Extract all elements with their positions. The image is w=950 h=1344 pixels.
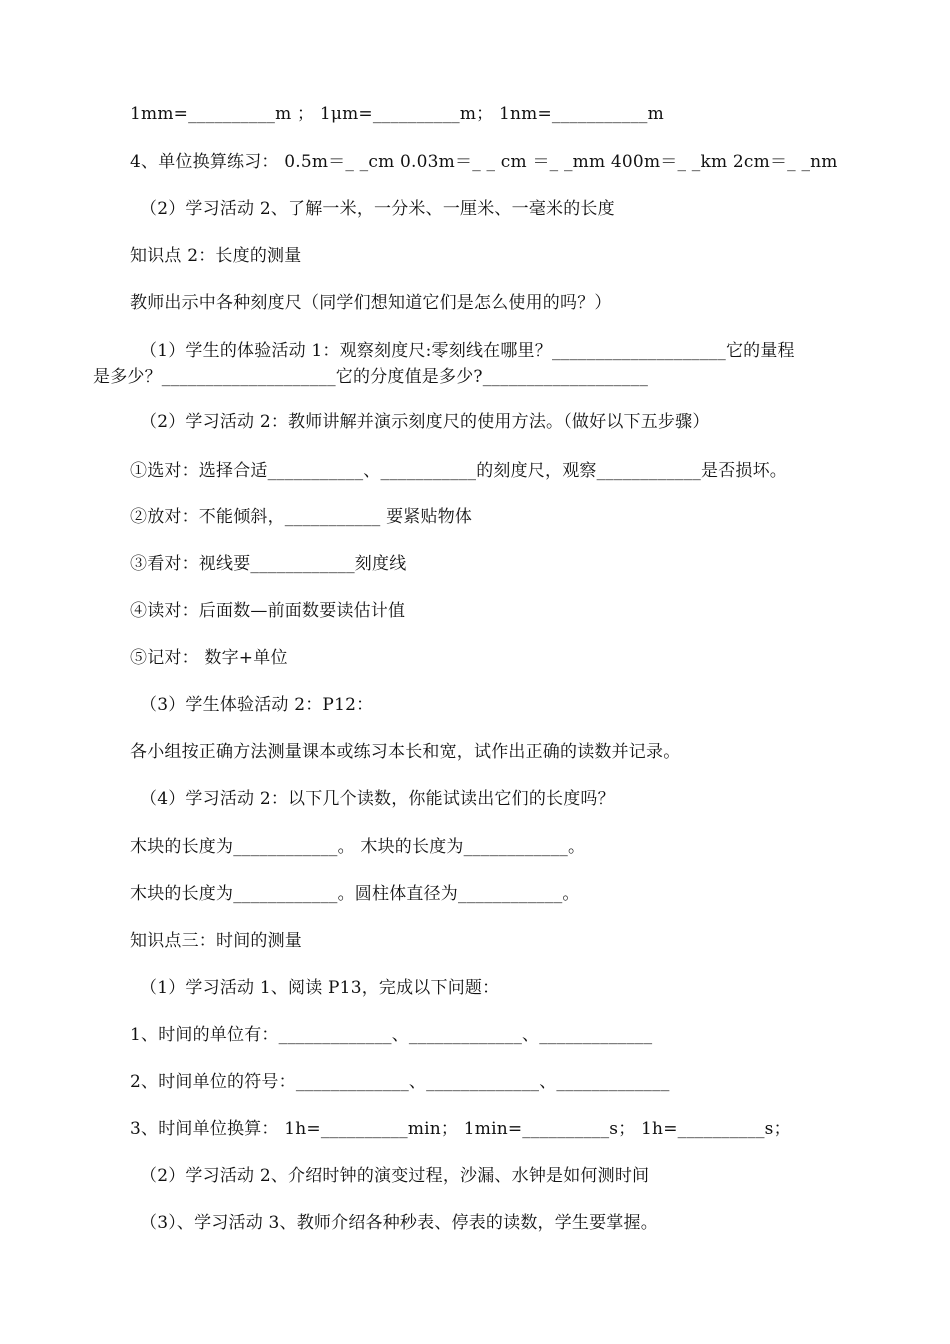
time-units: 1、时间的单位有：_____________、_____________、_____________ <box>130 1025 653 1045</box>
step-3-look: ③看对：视线要____________刻度线 <box>130 554 407 574</box>
step-4-read: ④读对：后面数—前面数要读估计值 <box>130 601 406 621</box>
step-1-select: ①选对：选择合适___________、___________的刻度尺，观察____________是否损坏。 <box>130 461 787 481</box>
activity-read-p13: （1）学习活动 1、阅读 P13，完成以下问题： <box>140 978 500 998</box>
wood-cylinder-readings: 木块的长度为____________。圆柱体直径为____________。 <box>130 884 580 904</box>
time-unit-conversion: 3、时间单位换算： 1h=__________min； 1min=__________s； 1h=__________s； <box>130 1119 791 1139</box>
step-2-place: ②放对：不能倾斜，___________ 要紧贴物体 <box>130 507 473 527</box>
activity-ruler-usage: （2）学习活动 2：教师讲解并演示刻度尺的使用方法。（做好以下五步骤） <box>140 412 710 432</box>
group-measure-instruction: 各小组按正确方法测量课本或练习本长和宽，试作出正确的读数并记录。 <box>130 742 681 762</box>
time-unit-symbols: 2、时间单位的符号：_____________、_____________、_____________ <box>130 1072 670 1092</box>
experience-activity-1: （1）学生的体验活动 1：观察刻度尺:零刻线在哪里？____________________它的量程 <box>140 341 795 361</box>
unit-conversion-practice: 4、单位换算练习： 0.5m＝_ _cm 0.03m＝_ _ cm ＝_ _mm 400m＝_ _km 2cm＝_ _nm <box>130 152 838 172</box>
step-5-record: ⑤记对： 数字+单位 <box>130 648 288 668</box>
knowledge-point-3-heading: 知识点三：时间的测量 <box>130 931 302 951</box>
unit-conversion-blanks: 1mm=__________m ； 1μm=__________m； 1nm=___________m <box>130 104 664 124</box>
activity-readings: （4）学习活动 2：以下几个读数，你能试读出它们的长度吗？ <box>140 789 615 809</box>
activity-stopwatch: （3）、学习活动 3、教师介绍各种秒表、停表的读数，学生要掌握。 <box>140 1213 658 1233</box>
wood-length-readings: 木块的长度为____________。 木块的长度为____________。 <box>130 837 586 857</box>
knowledge-point-2-heading: 知识点 2：长度的测量 <box>130 246 302 266</box>
experience-activity-2: （3）学生体验活动 2：P12： <box>140 695 374 715</box>
experience-activity-1-cont: 是多少？____________________它的分度值是多少?___________________ <box>93 367 649 387</box>
teacher-shows-rulers: 教师出示中各种刻度尺（同学们想知道它们是怎么使用的吗？） <box>130 293 612 313</box>
activity-understand-lengths: （2）学习活动 2、了解一米，一分米、一厘米、一毫米的长度 <box>140 199 615 219</box>
activity-clock-evolution: （2）学习活动 2、介绍时钟的演变过程，沙漏、水钟是如何测时间 <box>140 1166 650 1186</box>
